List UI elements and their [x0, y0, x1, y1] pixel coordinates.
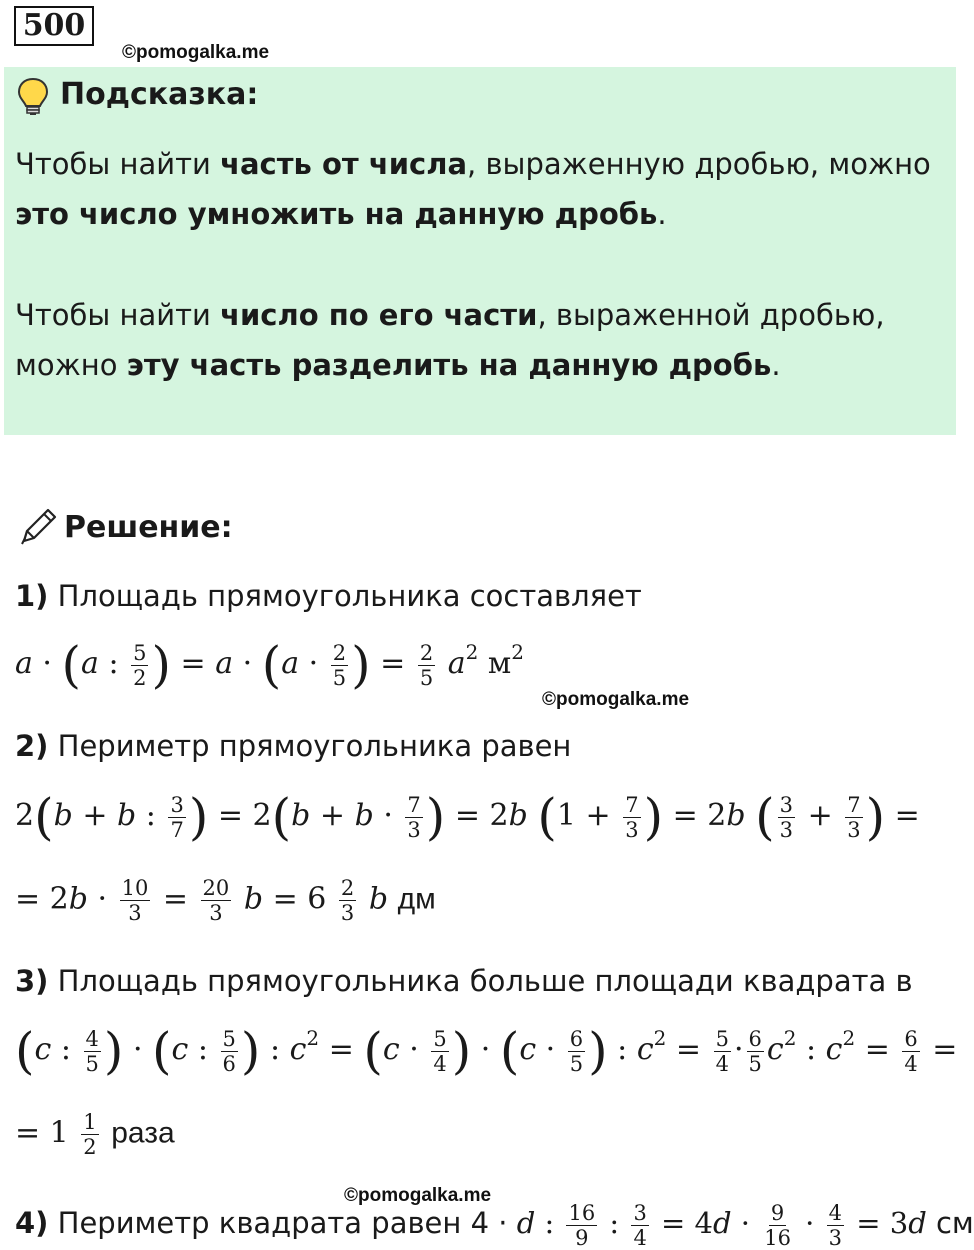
text: Чтобы найти — [15, 298, 221, 332]
fraction: $\frac{5}{6}$ — [222, 1026, 236, 1076]
fraction: $\frac{2}{5}$ — [332, 640, 347, 690]
fraction: $\frac{6}{5}$ — [569, 1026, 584, 1076]
unit: дм — [397, 882, 436, 916]
hint-box — [4, 67, 956, 435]
fraction: $\frac{2}{5}$ — [419, 640, 434, 690]
step-number: 2) — [15, 729, 49, 763]
hint-paragraph-1-line-2 — [15, 189, 667, 239]
step-3-formula-line-1: (c : $\frac{4}{5}$ ) · (c : $\frac{5}{6}$ ) : $c^2 = (c$ · $\frac{5}{4}$ ) · (c · $\frac{6}{5}$ ) : $c^2$ = $\frac{5}{4}$ · $\frac{6}{5}$ $c^2$ : $c^2$ = $\frac{6}{4}$ = — [15, 1022, 958, 1080]
step-3-formula-line-2: = 1 $\frac{1}{2}$ раза — [15, 1110, 175, 1159]
step-4-line — [15, 1198, 974, 1250]
hint-paragraph-2-line-2 — [15, 340, 781, 390]
bold-text: эту часть разделить на данную дробь — [126, 348, 772, 382]
fraction: $\frac{7}{3}$ — [407, 792, 421, 842]
unit: раза — [111, 1116, 175, 1150]
unit: см — [935, 1206, 974, 1240]
watermark-bottom: ©pomogalka.me — [344, 1185, 492, 1206]
step-2-text — [15, 721, 571, 771]
text: , выраженной дробью, — [537, 298, 885, 332]
fraction: $\frac{3}{7}$ — [170, 792, 184, 842]
step-number: 3) — [15, 964, 49, 998]
hint-paragraph-1-line-1 — [15, 139, 931, 189]
text: Площадь прямоугольника больше площади квадрата в — [48, 964, 913, 998]
text: Чтобы найти — [15, 147, 221, 181]
step-4-formula: d : $\frac{16}{9}$ : $\frac{3}{4}$ = 4d · $\frac{9}{16}$ · $\frac{4}{3}$ = 3d — [516, 1200, 927, 1250]
text: . — [657, 197, 667, 231]
watermark-top: ©pomogalka.me — [122, 42, 270, 63]
fraction: $\frac{9}{16}$ — [764, 1200, 791, 1250]
fraction: $\frac{16}{9}$ — [568, 1200, 596, 1250]
fraction: $\frac{2}{3}$ — [340, 876, 355, 925]
text: . — [771, 348, 781, 382]
solution-title: Решение: — [64, 510, 233, 545]
fraction: $\frac{5}{2}$ — [133, 640, 147, 690]
step-number: 1) — [15, 579, 49, 613]
text: Периметр квадрата равен 4 · — [48, 1206, 517, 1240]
step-1-text — [15, 571, 642, 621]
text: , выраженную дробью, можно — [467, 147, 931, 181]
fraction: $\frac{1}{2}$ — [83, 1110, 97, 1159]
fraction: $\frac{7}{3}$ — [847, 792, 861, 842]
fraction: $\frac{6}{4}$ — [904, 1026, 918, 1076]
fraction: $\frac{20}{3}$ — [202, 876, 230, 925]
step-2-formula-line-1: 2(b + b : $\frac{3}{7}$ ) = 2(b + b · $\frac{7}{3}$ ) = 2b (1 + $\frac{7}{3}$ ) = 2b ( $\frac{3}{3}$ + $\frac{7}{3}$ ) = — [15, 788, 920, 846]
text: Периметр прямоугольника равен — [48, 729, 572, 763]
text: Площадь прямоугольника составляет — [48, 579, 642, 613]
text: можно — [15, 348, 127, 382]
step-1-formula: a · (a : $\frac{5}{2}$ ) = a · (a · $\frac{2}{5}$ ) = $\frac{2}{5}$ $a^2$ $м^2$ — [15, 636, 524, 694]
hint-paragraph-2-line-1 — [15, 290, 885, 340]
lightbulb-icon — [16, 77, 50, 117]
bold-text: число по его части — [220, 298, 538, 332]
fraction: $\frac{5}{4}$ — [715, 1026, 729, 1076]
fraction: $\frac{3}{4}$ — [633, 1200, 647, 1250]
pencil-icon — [18, 505, 60, 547]
step-2-formula-line-2: = 2b · $\frac{10}{3}$ = $\frac{20}{3}$ b = 6 $\frac{2}{3}$ b дм — [15, 876, 436, 925]
hint-title: Подсказка: — [60, 77, 259, 112]
watermark-middle: ©pomogalka.me — [542, 689, 690, 710]
fraction: $\frac{6}{5}$ — [748, 1026, 762, 1076]
problem-number: 500 — [14, 6, 94, 46]
step-3-text — [15, 956, 913, 1006]
bold-text: это число умножить на данную дробь — [15, 197, 658, 231]
fraction: $\frac{4}{5}$ — [85, 1026, 99, 1076]
fraction: $\frac{4}{3}$ — [828, 1200, 842, 1250]
bold-text: часть от числа — [220, 147, 468, 181]
fraction: $\frac{3}{3}$ — [779, 792, 794, 842]
step-number: 4) — [15, 1206, 49, 1240]
fraction: $\frac{7}{3}$ — [625, 792, 639, 842]
fraction: $\frac{5}{4}$ — [433, 1026, 447, 1076]
fraction: $\frac{10}{3}$ — [121, 876, 149, 925]
